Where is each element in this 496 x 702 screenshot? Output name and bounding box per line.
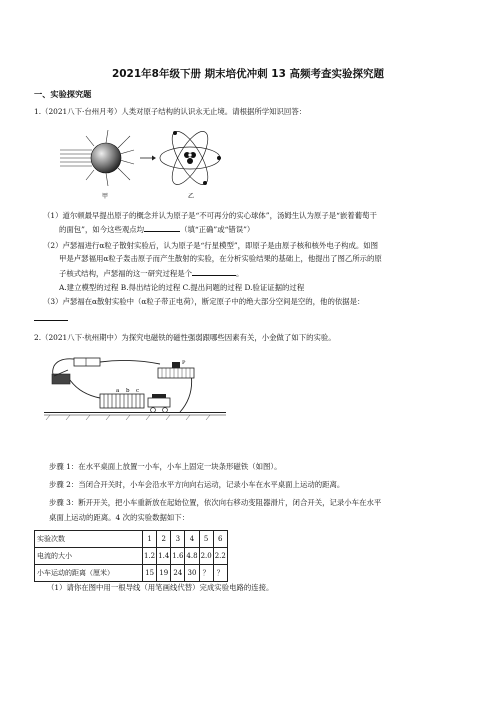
arrow-icon	[140, 156, 156, 161]
table-cell: 4.8	[185, 548, 199, 565]
terminal-c: c	[136, 388, 140, 394]
table-cell: 15	[143, 565, 157, 582]
answer-blank-3[interactable]	[34, 320, 68, 321]
table-cell: 2.0	[199, 548, 213, 565]
table-cell: 6	[213, 531, 227, 548]
question-2-stem: 2.（2021八下·杭州期中）为探究电磁铁的磁性强弱跟哪些因素有关，小金做了如下的实验。	[34, 333, 336, 342]
table-cell: 19	[157, 565, 171, 582]
table-cell: 2	[157, 531, 171, 548]
q1-part2-line3	[59, 268, 243, 279]
table-cell: 1.4	[157, 548, 171, 565]
atom-figure	[56, 124, 246, 202]
table-cell: 24	[171, 565, 185, 582]
q1-part2-end: 。	[236, 269, 244, 278]
step-3-line2: 桌面上运动的距离。4 次的实验数据如下：	[49, 513, 190, 522]
table-cell: 1.2	[143, 548, 157, 565]
q2-part1: （1）请你在图中用一根导线（用笔画线代替）完成实验电路的连接。	[47, 583, 274, 592]
q1-part2-text: 子核式结构，卢瑟福的这一研究过程是个	[59, 269, 193, 278]
q1-part2-line1: （2）卢瑟福进行α粒子散射实验后，认为原子是“行星模型”，即原子是由原子核和核外电子构成。如图	[43, 241, 379, 250]
q1-part1-line1: （1）道尔顿最早提出原子的概念并认为原子是“不可再分的实心球体”，汤姆生认为原子是“嵌着葡萄干	[43, 211, 377, 220]
table-cell: 30	[185, 565, 199, 582]
circuit-figure	[40, 354, 230, 448]
planetary-atom-model	[160, 127, 221, 200]
q1-part2-line2: 甲是卢瑟福用α粒子轰击原子而产生散射的实验，在分析实验结果的基础上，他提出了图乙所示的原	[59, 254, 382, 263]
terminal-a: a	[116, 388, 120, 394]
table-row	[35, 548, 228, 565]
terminal-b: b	[126, 388, 130, 394]
table-cell: ？	[213, 565, 227, 582]
table-cell: 4	[185, 531, 199, 548]
rheostat-icon	[158, 360, 194, 378]
step-3-line1: 步骤 3：断开开关，把小车重新放在起始位置，依次向右移动变阻器滑片，闭合开关，记录小车在水平	[49, 498, 382, 507]
q1-part1-text: 的面包”，如今这些观点均	[59, 225, 145, 234]
alpha-scattering-diagram	[60, 130, 134, 200]
q1-options: A.建立模型的过程 B.得出结论的过程 C.提出问题的过程 D.验证证据的过程	[59, 283, 305, 292]
answer-blank-2[interactable]	[192, 268, 236, 276]
table-cell: 3	[171, 531, 185, 548]
electromagnet-icon	[100, 388, 144, 408]
battery-icon	[74, 358, 100, 366]
step-1: 步骤 1：在水平桌面上放置一小车，小车上固定一块条形磁铁（如图）。	[49, 462, 282, 471]
slider-label: P	[182, 360, 186, 366]
switch-icon	[52, 370, 70, 384]
table-cell: 2.2	[213, 548, 227, 565]
table-surface	[44, 413, 226, 421]
answer-blank-1[interactable]	[144, 224, 180, 232]
page-title: 2021年8年级下册 期末培优冲刺 13 高频考查实验探究题	[111, 68, 385, 80]
cart-with-magnet-icon	[148, 394, 170, 412]
table-cell: 1	[143, 531, 157, 548]
q1-part3-line1: （3）卢瑟福在α散射实验中（α粒子带正电荷），断定原子中的绝大部分空间是空的，他的依据是：	[43, 297, 365, 306]
table-cell: ？	[199, 565, 213, 582]
q1-part1-hint: （填“正确”或“错误”）	[180, 225, 255, 234]
question-1-stem: 1.（2021八下·台州月考）人类对原子结构的认识永无止境。请根据所学知识回答：	[34, 107, 307, 116]
step-2: 步骤 2：当闭合开关时，小车会沿水平方向向右运动，记录小车在水平桌面上运动的距离。	[49, 480, 345, 489]
table-cell: 实验次数	[35, 531, 143, 548]
figure-label-yi: 乙	[188, 193, 195, 200]
table-row	[35, 565, 228, 582]
experiment-data-table	[34, 530, 228, 582]
table-row	[35, 531, 228, 548]
table-cell: 1.6	[171, 548, 185, 565]
section-heading: 一、实验探究题	[34, 89, 92, 99]
table-cell: 小车运动的距离（厘米）	[35, 565, 143, 582]
table-cell: 5	[199, 531, 213, 548]
figure-label-jia: 甲	[102, 193, 109, 200]
table-cell: 电流的大小	[35, 548, 143, 565]
q1-part1-line2	[59, 224, 254, 235]
